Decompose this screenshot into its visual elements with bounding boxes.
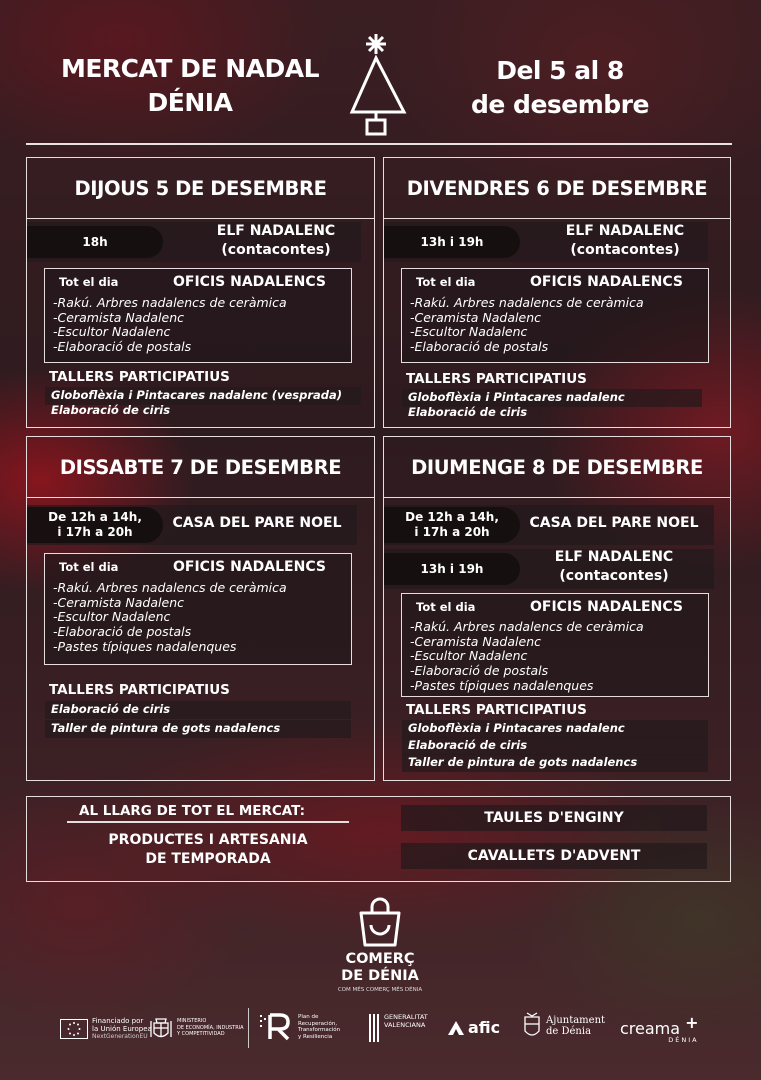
plus-icon: + [685,1013,699,1032]
event-dates [440,54,680,122]
brand-name [300,951,460,985]
event-time [27,507,163,543]
oficis-list [410,296,644,355]
list-item: -Elaboració de postals [410,339,549,355]
list-item: -Rakú. Arbres nadalencs de ceràmica [410,619,644,634]
creama-text: creama [620,1019,681,1038]
event-name-line1: ELF NADALENC [216,223,336,239]
ministry-line1: MINISTERIO [177,1018,207,1025]
day-card-sunday [383,436,731,781]
tallers-title: TALLERS PARTICIPATIUS [406,702,587,718]
oficis-when: Tot el dia [416,600,476,614]
list-item: -Ceramista Nadalenc [53,594,184,610]
ajuntament-logo [522,1011,605,1041]
list-item: -Elaboració de postals [53,624,192,640]
event-dates-line1: Del 5 al 8 [496,56,624,85]
taller-item: Taller de pintura de gots nadalencs [51,721,281,735]
oficis-title: OFICIS NADALENCS [530,599,683,615]
taller-item: Globoflèxia i Pintacares nadalenc (vesprada) [51,388,343,402]
day-title: DIJOUS 5 DE DESEMBRE [27,158,374,219]
products-line2: DE TEMPORADA [145,851,271,867]
oficis-title: OFICIS NADALENCS [173,274,326,290]
taller-item: Elaboració de ciris [408,405,528,419]
event-time-line1: De 12h a 14h, [48,510,142,524]
tallers-title: TALLERS PARTICIPATIUS [49,682,230,698]
list-item: -Elaboració de postals [53,339,192,355]
generalitat-line1: GENERALITAT [384,1013,428,1021]
brand-name-line2: DE DÉNIA [341,968,419,984]
oficis-list [53,296,287,355]
afic-logo [447,1018,500,1037]
generalitat-emblem-icon [368,1013,380,1043]
creama-sub: DÉNIA [668,1036,699,1044]
cavallets-text: CAVALLETS D'ADVENT [467,848,641,864]
plan-line4: y Resiliencia [298,1033,333,1040]
event-dates-line2: de desembre [471,90,649,119]
plan-line2: Recuperación, [298,1020,338,1027]
oficis-box [44,268,352,363]
oficis-box [401,593,709,697]
event-time-line2: i 17h a 20h [414,525,490,539]
event-time [384,507,520,543]
tallers-title: TALLERS PARTICIPATIUS [49,369,230,385]
oficis-box [401,268,709,363]
ministry-line3: Y COMPETITIVIDAD [177,1031,225,1038]
event-name-line2: (contacontes) [559,568,669,584]
day-title: DISSABTE 7 DE DESEMBRE [27,437,374,498]
list-item: -Rakú. Arbres nadalencs de ceràmica [410,295,644,310]
eu-flag-icon [60,1019,88,1039]
taules-text: TAULES D'ENGINY [484,810,624,826]
list-item: -Escultor Nadalenc [410,324,528,340]
taller-item: Taller de pintura de gots nadalencs [408,755,638,769]
oficis-when: Tot el dia [59,560,119,574]
oficis-list [410,620,644,694]
all-market-underline [67,821,349,823]
christmas-tree-shopping-icon [340,30,420,142]
event-name [532,222,718,260]
event-name [183,222,369,260]
list-item: -Ceramista Nadalenc [410,309,541,325]
eu-line2: la Unión Europea [92,1025,152,1033]
oficis-when: Tot el dia [416,275,476,289]
recovery-plan-icon [258,1012,292,1042]
event-name: CASA DEL PARE NOEL [529,515,699,531]
event-time-line2: i 17h a 20h [57,525,133,539]
event-name [524,548,704,586]
ministry-line2: DE ECONOMÍA, INDUSTRIA [177,1024,244,1031]
taller-item: Elaboració de ciris [51,702,171,716]
taller-item: Globoflèxia i Pintacares nadalenc [408,721,625,735]
taller-item: Globoflèxia i Pintacares nadalenc [408,390,625,404]
brand-tagline: COM MÉS COMERÇ MÉS DÉNIA [337,987,423,993]
day-card-thursday [26,157,375,428]
plan-line3: Transformación [298,1027,341,1033]
event-title-line2: DÉNIA [147,88,233,117]
event-time: 13h i 19h [384,226,520,258]
day-card-saturday [26,436,375,781]
header-divider [26,143,732,145]
plan-logo [258,1012,340,1042]
generalitat-logo [368,1013,428,1043]
afic-emblem-icon [447,1020,465,1036]
list-item: -Esculto​r Nadalenc [53,324,171,340]
list-item: -Escultor Nadalenc [53,609,171,625]
list-item: -Ceramista Nadalenc [53,309,184,325]
generalitat-line2: VALENCIANA [384,1021,426,1029]
shopping-bag-icon [357,897,403,949]
taller-item: Elaboració de ciris [408,738,528,752]
taller-item: Elaboració de ciris [51,403,171,417]
oficis-when: Tot el dia [59,275,119,289]
event-name-line2: (contacontes) [570,242,680,258]
ajuntament-line2: de Dénia [546,1026,592,1037]
creama-logo [620,1013,699,1044]
event-time: 18h [27,226,163,258]
oficis-box [44,553,352,665]
ministry-logo [150,1015,244,1041]
all-market-label: AL LLARG DE TOT EL MERCAT: [79,803,306,819]
products-line1: PRODUCTES I ARTESANIA [108,832,308,848]
list-item: -Rakú. Arbres nadalencs de ceràmica [53,580,287,595]
tallers-title: TALLERS PARTICIPATIUS [406,371,587,387]
event-name-line2: (contacontes) [221,242,331,258]
eu-line3: NextGenerationEU [92,1033,148,1040]
eu-line1: Financiado por [92,1017,144,1025]
event-time-line1: De 12h a 14h, [405,510,499,524]
dénia-shield-icon [522,1011,542,1041]
afic-text: afic [468,1018,501,1037]
all-market-box [26,796,731,882]
list-item: -Pastes típiques nadalenques [53,638,237,654]
day-title: DIUMENGE 8 DE DESEMBRE [384,437,730,498]
brand-name-line1: COMERÇ [345,951,415,967]
oficis-title: OFICIS NADALENCS [530,274,683,290]
list-item: -Rakú. Arbres nadalencs de ceràmica [53,295,287,310]
event-name-line1: ELF NADALENC [554,549,674,565]
day-card-friday [383,157,731,428]
list-item: -Pastes típiques nadalenques [410,677,594,693]
oficis-list [53,581,287,655]
event-title [40,52,340,120]
logo-separator [248,1008,249,1048]
event-name: CASA DEL PARE NOEL [172,515,342,531]
ajuntament-line1: Ajuntament [546,1015,606,1026]
list-item: -Escultor Nadalenc [410,648,528,664]
products-text [67,831,349,869]
list-item: -Elaboració de postals [410,663,549,679]
list-item: -Ceramista Nadalenc [410,633,541,649]
plan-line1: Plan de [298,1014,319,1020]
event-time: 13h i 19h [384,553,520,585]
event-title-line1: MERCAT DE NADAL [60,54,320,83]
coat-of-arms-icon [150,1015,172,1041]
day-title: DIVENDRES 6 DE DESEMBRE [384,158,730,219]
eu-logo [60,1017,152,1041]
oficis-title: OFICIS NADALENCS [173,559,326,575]
event-name-line1: ELF NADALENC [565,223,685,239]
